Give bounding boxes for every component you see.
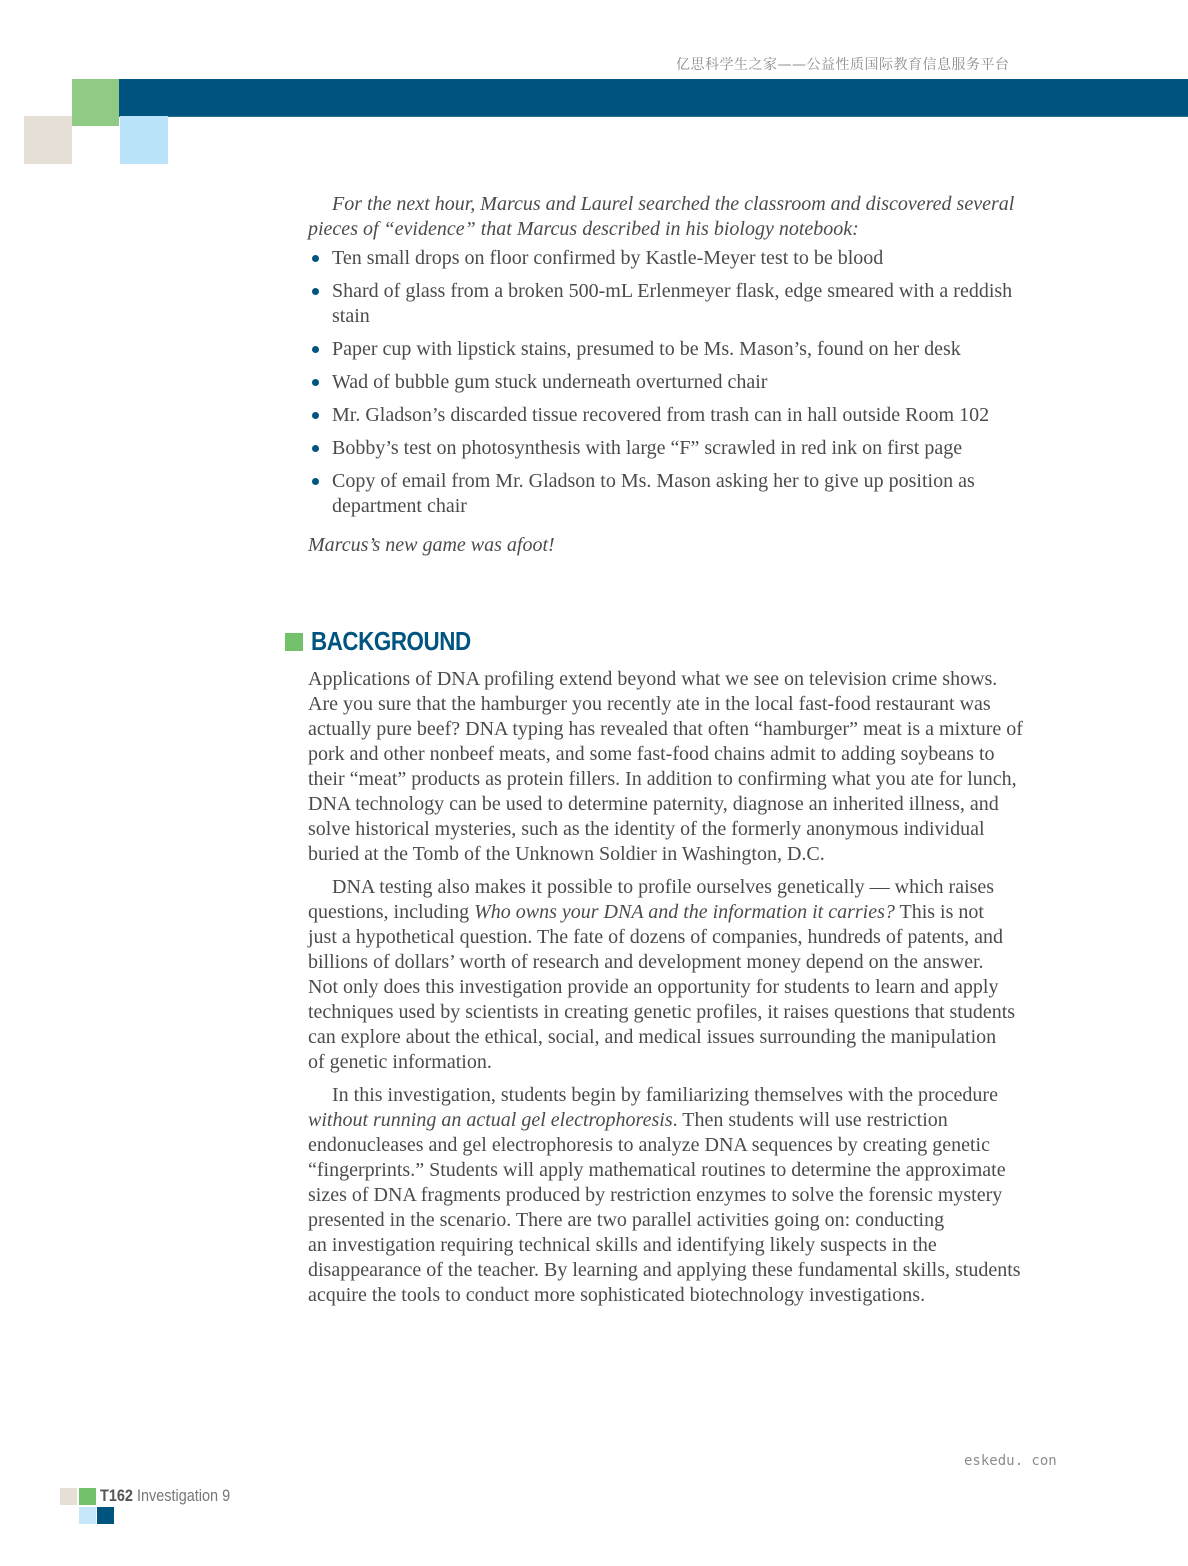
paragraph-text: . Then students will use restriction bbox=[672, 1109, 948, 1131]
paragraph-line: Not only does this investigation provide an opportunity for students to learn and apply bbox=[308, 976, 999, 998]
paragraph-line: their “meat” products as protein fillers. In addition to confirming what you ate for lunch, bbox=[308, 768, 1017, 790]
paragraph-line: endonucleases and gel electrophoresis to analyze DNA sequences by creating genetic bbox=[308, 1134, 990, 1156]
paragraph-question-italic: Who owns your DNA and the information it carries? bbox=[474, 901, 895, 923]
paragraph-line: just a hypothetical question. The fate of dozens of companies, hundreds of patents, and bbox=[308, 926, 1003, 948]
paragraph-line: DNA technology can be used to determine paternity, diagnose an inherited illness, and bbox=[308, 793, 999, 815]
paragraph-emphasis-italic: without running an actual gel electrophoresis bbox=[308, 1109, 673, 1131]
footer-watermark: eskedu. con bbox=[964, 1453, 1057, 1469]
paragraph-line: actually pure beef? DNA typing has revealed that often “hamburger” meat is a mixture of bbox=[308, 718, 1023, 740]
heading-square-icon bbox=[285, 633, 303, 651]
section-heading bbox=[285, 626, 497, 657]
paragraph-line: “fingerprints.” Students will apply mathematical routines to determine the approximate bbox=[308, 1159, 1006, 1181]
header-square-light-blue bbox=[120, 116, 168, 164]
paragraph-line: sizes of DNA fragments produced by restriction enzymes to solve the forensic mystery bbox=[308, 1184, 1003, 1206]
paragraph-line: Are you sure that the hamburger you recently ate in the local fast-food restaurant was bbox=[308, 693, 991, 715]
header-bar bbox=[119, 79, 1188, 117]
footer-square-beige bbox=[60, 1488, 77, 1505]
paragraph-line: of genetic information. bbox=[308, 1051, 492, 1073]
paragraph-line bbox=[308, 1108, 948, 1133]
paragraph-line: an investigation requiring technical skills and identifying likely suspects in the bbox=[308, 1234, 937, 1256]
evidence-text: Bobby’s test on photosynthesis with large “F” scrawled in red ink on first page bbox=[332, 437, 963, 459]
story-intro-line: pieces of “evidence” that Marcus described in his biology notebook: bbox=[308, 218, 859, 240]
paragraph-line bbox=[308, 900, 984, 925]
paragraph-line: In this investigation, students begin by familiarizing themselves with the procedure bbox=[332, 1084, 998, 1106]
evidence-text: Ten small drops on floor confirmed by Kastle-Meyer test to be blood bbox=[332, 247, 884, 269]
paragraph-line: disappearance of the teacher. By learning and applying these fundamental skills, students bbox=[308, 1259, 1021, 1281]
paragraph-line: presented in the scenario. There are two parallel activities going on: conducting bbox=[308, 1209, 945, 1231]
paragraph-line: can explore about the ethical, social, and medical issues surrounding the manipulation bbox=[308, 1026, 997, 1048]
page-number: T162 bbox=[100, 1486, 133, 1505]
paragraph-line: techniques used by scientists in creating genetic profiles, it raises questions that students bbox=[308, 1001, 1016, 1023]
header-square-green bbox=[72, 79, 119, 126]
header-square-beige bbox=[24, 116, 72, 164]
evidence-text: Wad of bubble gum stuck underneath overturned chair bbox=[332, 371, 768, 393]
header-watermark: 亿思科学生之家——公益性质国际教育信息服务平台 bbox=[676, 57, 1010, 73]
evidence-text: stain bbox=[332, 305, 370, 327]
paragraph-line: billions of dollars’ worth of research and development money depend on the answer. bbox=[308, 951, 984, 973]
paragraph-line: Applications of DNA profiling extend beyond what we see on television crime shows. bbox=[308, 668, 998, 690]
story-intro-line: For the next hour, Marcus and Laurel searched the classroom and discovered several bbox=[332, 193, 1015, 215]
evidence-text: department chair bbox=[332, 495, 467, 517]
paragraph-line: DNA testing also makes it possible to profile ourselves genetically — which raises bbox=[332, 876, 995, 898]
footer-square-green bbox=[79, 1488, 96, 1505]
footer-square-dark-blue bbox=[97, 1507, 114, 1524]
footer-square-light-blue bbox=[79, 1507, 96, 1524]
bullet-icon bbox=[312, 346, 319, 353]
paragraph-line: buried at the Tomb of the Unknown Soldier in Washington, D.C. bbox=[308, 843, 825, 865]
paragraph-line: pork and other nonbeef meats, and some fast-food chains admit to adding soybeans to bbox=[308, 743, 995, 765]
bullet-icon bbox=[312, 379, 319, 386]
evidence-text: Shard of glass from a broken 500-mL Erlenmeyer flask, edge smeared with a reddish bbox=[332, 280, 1013, 302]
footer-section: Investigation 9 bbox=[136, 1486, 231, 1505]
paragraph-line: acquire the tools to conduct more sophisticated biotechnology investigations. bbox=[308, 1284, 926, 1306]
bullet-icon bbox=[312, 478, 319, 485]
bullet-icon bbox=[312, 445, 319, 452]
story-closing: Marcus’s new game was afoot! bbox=[308, 534, 555, 556]
evidence-text: Paper cup with lipstick stains, presumed to be Ms. Mason’s, found on her desk bbox=[332, 338, 961, 360]
paragraph-text: questions, including bbox=[308, 901, 475, 923]
section-heading-text: BACKGROUND bbox=[311, 626, 471, 656]
paragraph-text: This is not bbox=[894, 901, 984, 923]
evidence-text: Mr. Gladson’s discarded tissue recovered from trash can in hall outside Room 102 bbox=[332, 404, 990, 426]
bullet-icon bbox=[312, 255, 319, 262]
evidence-text: Copy of email from Mr. Gladson to Ms. Mason asking her to give up position as bbox=[332, 470, 975, 492]
paragraph-line: solve historical mysteries, such as the identity of the formerly anonymous individual bbox=[308, 818, 985, 840]
bullet-icon bbox=[312, 412, 319, 419]
bullet-icon bbox=[312, 288, 319, 295]
footer-page-label bbox=[100, 1486, 230, 1506]
